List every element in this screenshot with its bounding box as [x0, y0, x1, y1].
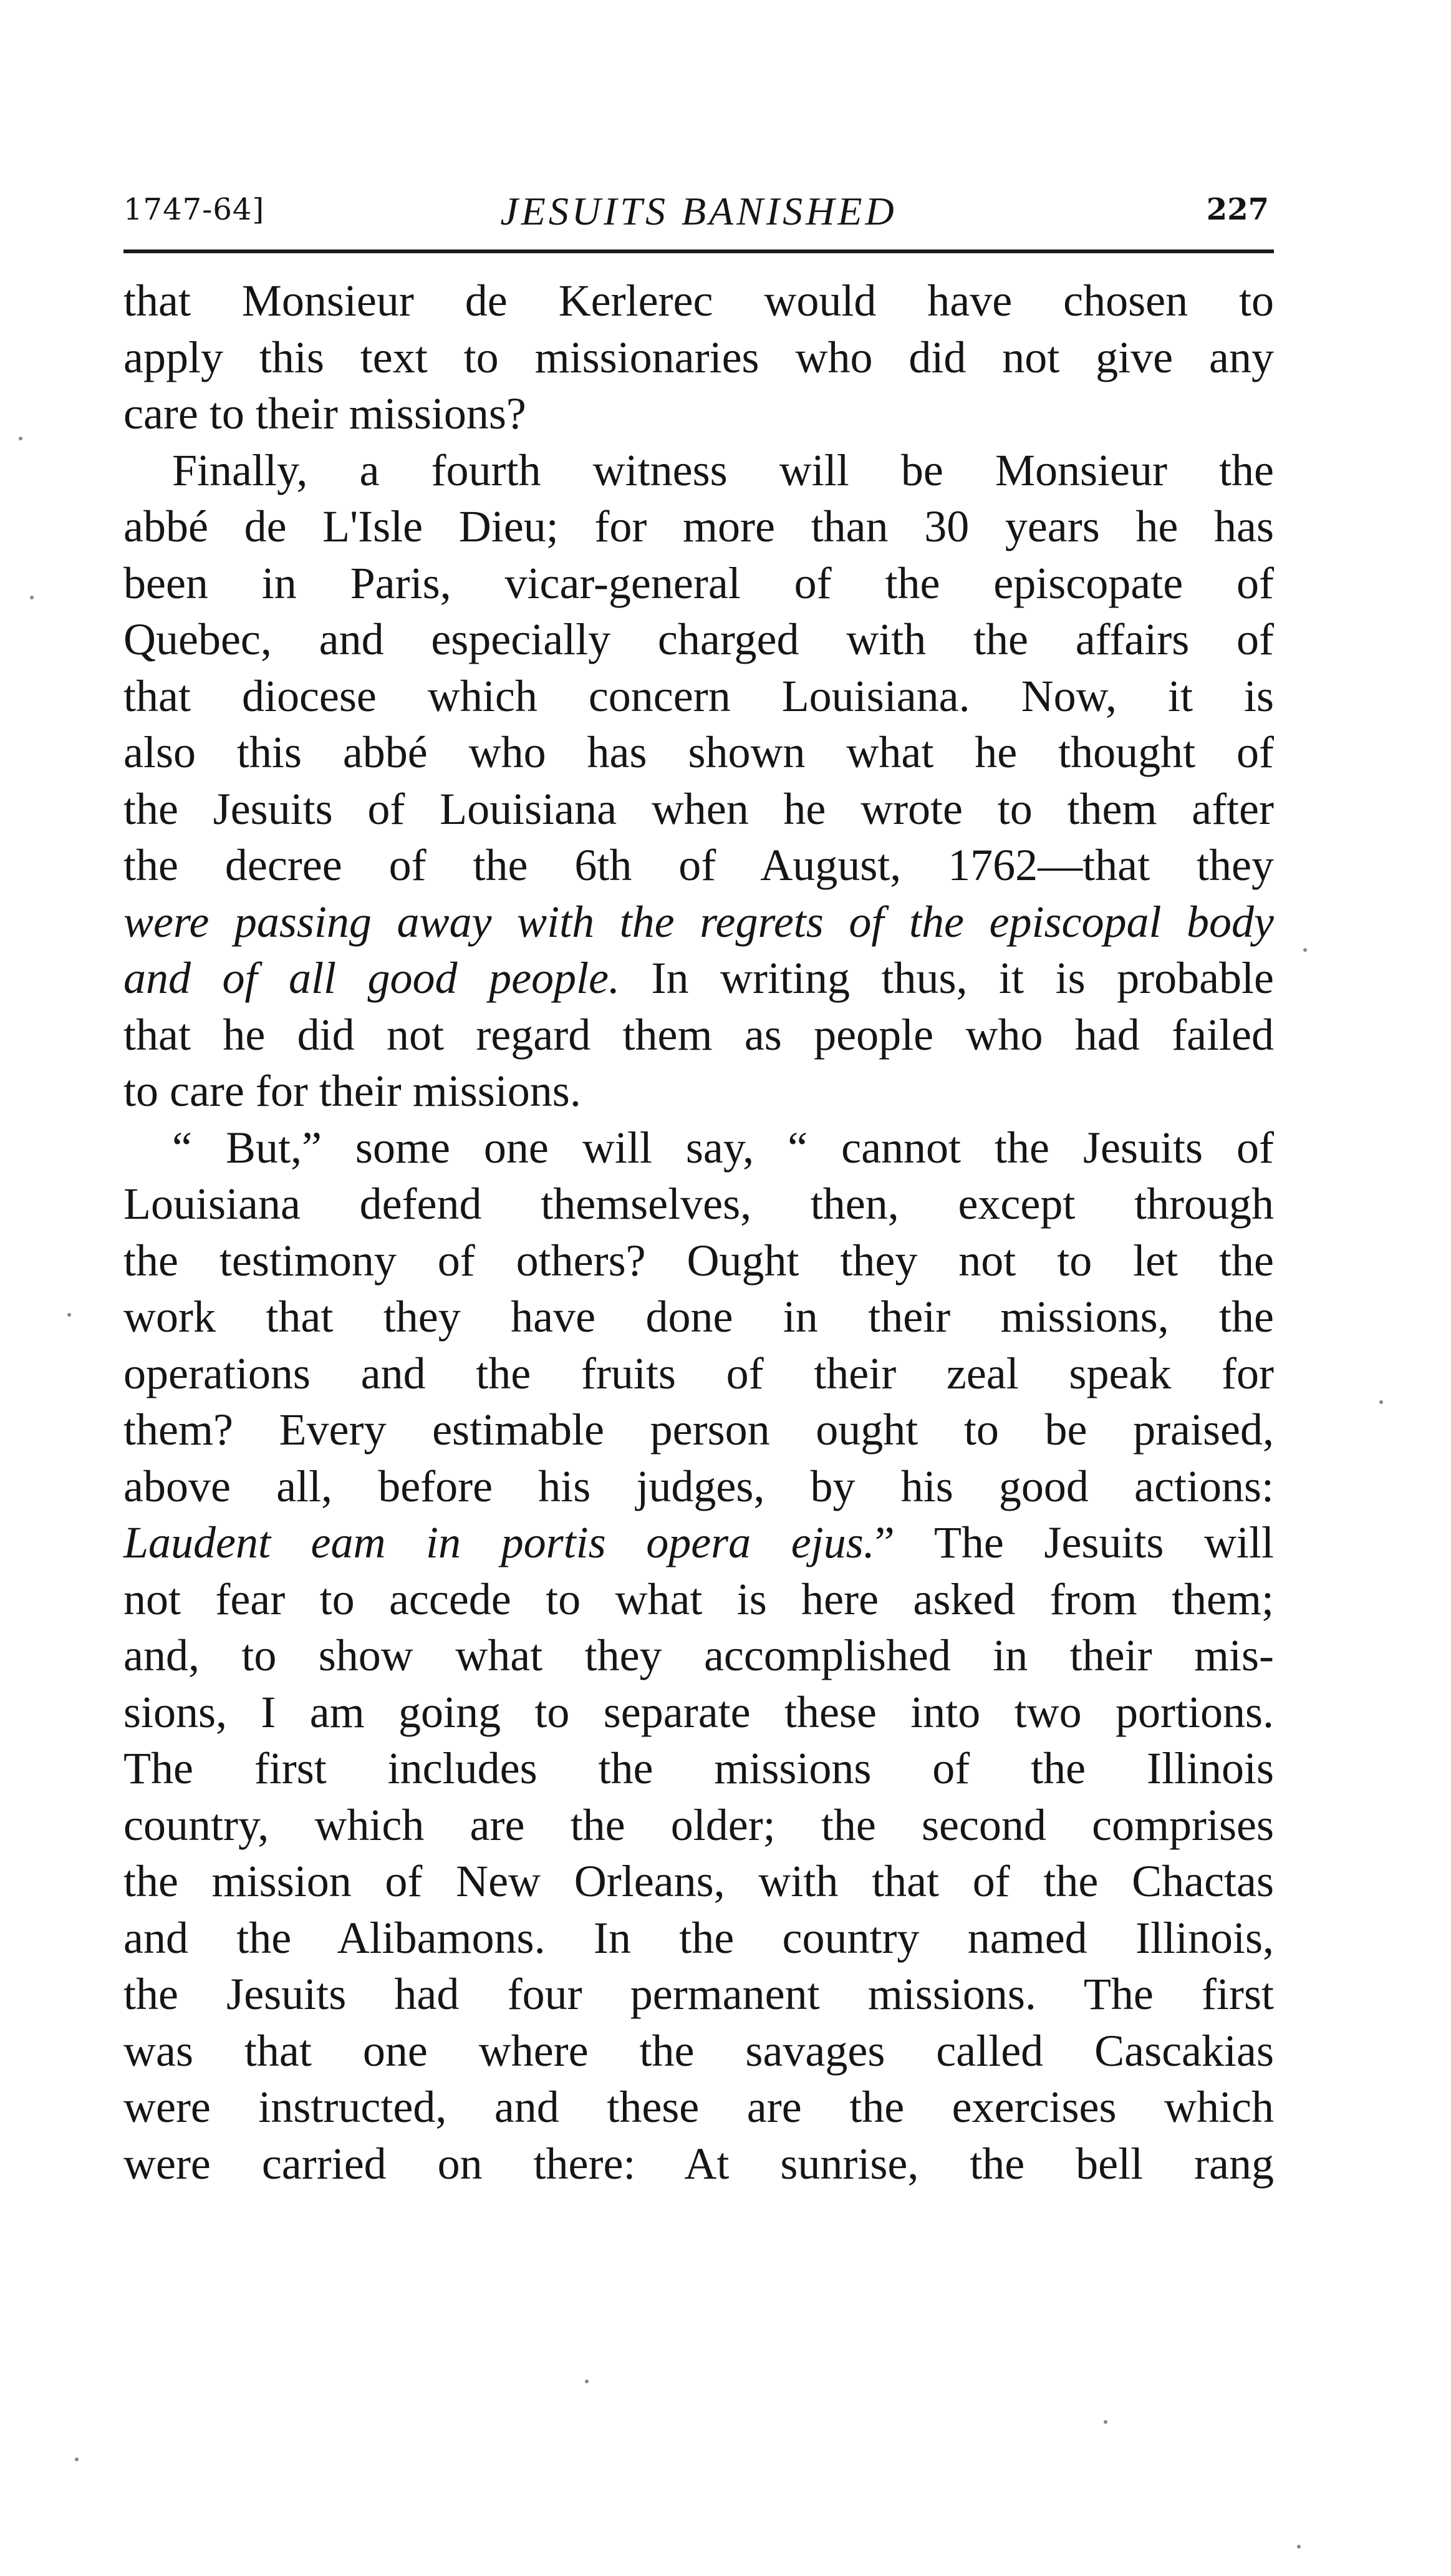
text-line: that he did not regard them as people who had failed — [123, 1009, 1274, 1060]
text-line: operations and the fruits of their zeal speak for — [123, 1348, 1274, 1398]
text-line: were instructed, and these are the exercises which — [123, 2082, 1274, 2132]
text-line: country, which are the older; the second comprises — [123, 1799, 1274, 1850]
scan-speck — [75, 2457, 79, 2461]
text-line: them? Every estimable person ought to be praised, — [123, 1405, 1274, 1455]
text-line: also this abbé who has shown what he thought of — [123, 727, 1274, 777]
text-line: that Monsieur de Kerlerec would have chosen to — [123, 276, 1274, 326]
text-line: sions, I am going to separate these into two portions. — [123, 1687, 1274, 1737]
text-line — [123, 1514, 1274, 1571]
scan-speck — [1104, 2420, 1107, 2424]
text-line: not fear to accede to what is here asked from them; — [123, 1574, 1274, 1624]
text-line: and the Alibamons. In the country named Illinois, — [123, 1912, 1274, 1963]
text-line: to care for their missions. — [123, 1066, 581, 1116]
scan-speck — [19, 437, 22, 440]
text-line: were carried on there: At sunrise, the bell rang — [123, 2138, 1274, 2189]
text-line: above all, before his judges, by his good actions: — [123, 1461, 1274, 1511]
text-line: the Jesuits had four permanent missions. The first — [123, 1969, 1274, 2019]
scan-speck — [1379, 1400, 1383, 1404]
running-header — [123, 180, 1274, 236]
text-line: Finally, a fourth witness will be Monsieur the — [172, 445, 1274, 495]
text-line: work that they have done in their missions, the — [123, 1292, 1274, 1342]
text-line: apply this text to missionaries who did not give any — [123, 332, 1274, 382]
body-text — [123, 273, 1274, 2192]
scan-speck — [1297, 2545, 1301, 2549]
text-line: The first includes the missions of the Illinois — [123, 1743, 1274, 1793]
scan-speck — [67, 1313, 71, 1317]
quote-close: ” — [874, 1518, 895, 1567]
text-line: that diocese which concern Louisiana. Now, it is — [123, 671, 1274, 721]
scan-speck — [1303, 948, 1307, 952]
text-line: the Jesuits of Louisiana when he wrote to them after — [123, 783, 1274, 834]
text-line: the decree of the 6th of August, 1762—that they — [123, 840, 1274, 890]
text-line: the testimony of others? Ought they not to let the — [123, 1235, 1274, 1286]
text-line: abbé de L'Isle Dieu; for more than 30 years he has — [123, 501, 1274, 551]
scan-speck — [585, 2380, 589, 2383]
text-fragment: The Jesuits will — [933, 1518, 1275, 1567]
text-line: “ But,” some one will say, “ cannot the Jesuits of — [172, 1122, 1274, 1173]
text-line: was that one where the savages called Cascakias — [123, 2025, 1274, 2076]
text-line: been in Paris, vicar-general of the episcopate of — [123, 558, 1274, 608]
latin-quote: Laudent eam in portis opera ejus. — [123, 1518, 875, 1567]
text-line: Louisiana defend themselves, then, except through — [123, 1179, 1274, 1229]
text-line — [123, 950, 1274, 1007]
header-rule — [123, 249, 1274, 253]
text-fragment: In writing thus, it is probable — [651, 953, 1274, 1003]
italic-quote-line: were passing away with the regrets of the episcopal body — [123, 896, 1274, 947]
text-line: the mission of New Orleans, with that of the Chactas — [123, 1856, 1274, 1906]
text-line: Quebec, and especially charged with the affairs of — [123, 614, 1274, 664]
scan-speck — [30, 596, 34, 599]
header-years: 1747-64] — [123, 192, 265, 227]
text-line: care to their missions? — [123, 389, 526, 438]
italic-quote-end: and of all good people. — [123, 953, 620, 1003]
header-title: JESUITS BANISHED — [500, 189, 897, 233]
page-number: 227 — [1206, 192, 1269, 227]
text-line: and, to show what they accomplished in their mis- — [123, 1630, 1274, 1680]
